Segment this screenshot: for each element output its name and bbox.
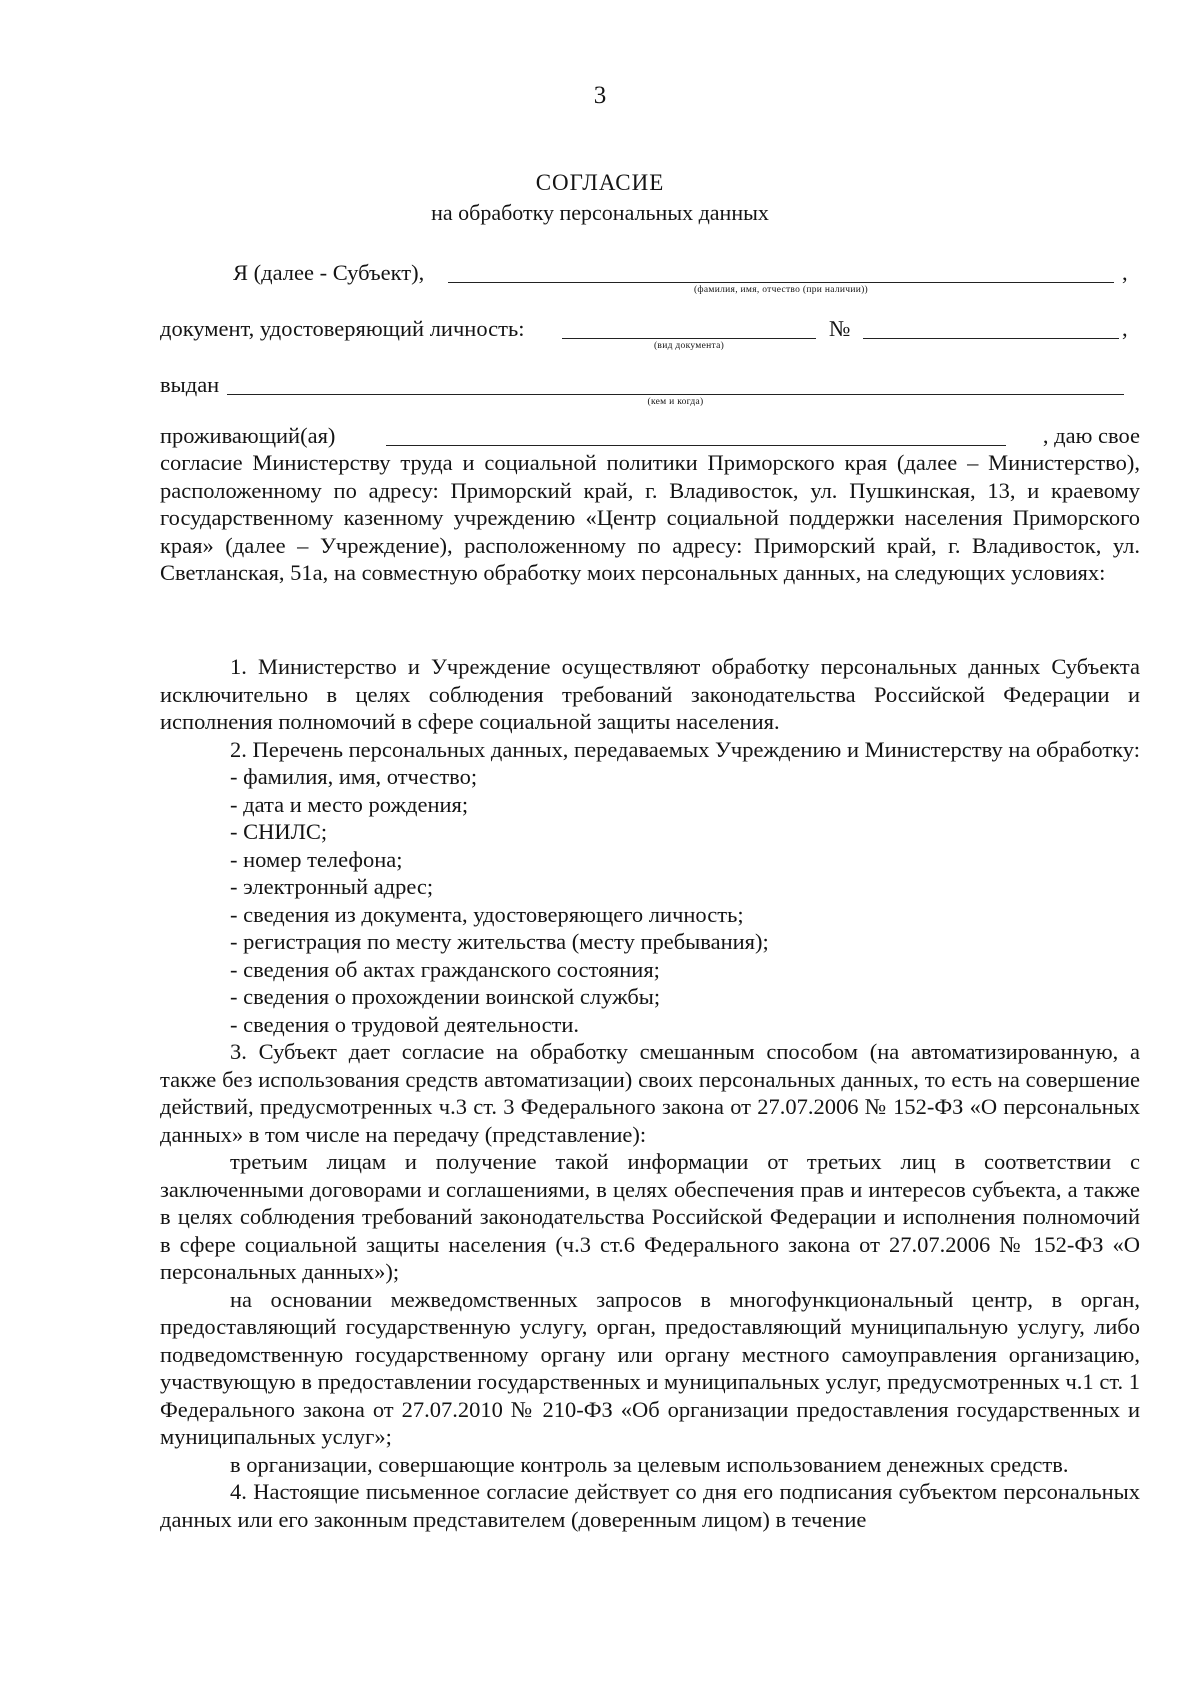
number-sign: №	[829, 316, 851, 341]
list-item: - сведения о трудовой деятельности.	[230, 1011, 580, 1037]
document-label: документ, удостоверяющий личность:	[160, 316, 525, 341]
intro-text: согласие Министерству труда и социальной политики Приморского края (далее – Министерство), расположенному по адресу: Приморский край, г. Владивосток, ул. Пушкинская, 13, и краевому государственному казенному учреждению «Центр социальной поддержки населения Приморского края» (далее – Учреждение), расположенному по адресу: Приморский край, г. Владивосток, ул. Светланская, 51а, на совместную обработку моих персональных данных, на следующих условиях:	[160, 450, 1140, 585]
clause-1: 1. Министерство и Учреждение осуществляют обработку персональных данных Субъекта исключительно в целях соблюдения требований законодательства Российской Федерации и исполнения полномочий в сфере социальной защиты населения.	[160, 654, 1140, 734]
subject-comma: ,	[1122, 260, 1128, 285]
list-item: - электронный адрес;	[230, 874, 434, 899]
list-item: - фамилия, имя, отчество;	[230, 764, 478, 789]
document-type-field[interactable]	[562, 337, 816, 339]
issued-by-field[interactable]	[227, 393, 1124, 395]
document-number-field[interactable]	[863, 337, 1119, 339]
clause-3-control-orgs: в организации, совершающие контроль за целевым использованием денежных средств.	[230, 1451, 1069, 1477]
subject-name-field[interactable]	[448, 281, 1114, 283]
document-comma: ,	[1122, 316, 1128, 341]
clauses	[160, 653, 1140, 1533]
document-line	[160, 316, 1140, 351]
clause-2: 2. Перечень персональных данных, передаваемых Учреждению и Министерству на обработку:	[230, 736, 1140, 762]
residing-tail: , даю свое	[1042, 423, 1140, 448]
issued-label: выдан	[160, 372, 220, 397]
page-number: 3	[593, 82, 607, 109]
subject-label: Я (далее - Субъект),	[233, 260, 425, 285]
clause-3: 3. Субъект дает согласие на обработку смешанным способом (на автоматизированную, а также без использования средств автоматизации) своих персональных данных, то есть на совершение действий, предусмотренных ч.3 ст. 3 Федерального закона от 27.07.2006 № 152-ФЗ «О персональных данных» в том числе на передачу (представление):	[160, 1039, 1140, 1147]
issued-hint: (кем и когда)	[647, 397, 704, 407]
list-item: - СНИЛС;	[230, 819, 328, 844]
clause-4: 4. Настоящие письменное согласие действует со дня его подписания субъектом персональных данных или его законным представителем (доверенным лицом) в течение	[160, 1479, 1140, 1532]
personal-data-list	[160, 763, 1140, 1038]
residing-address-field[interactable]	[386, 444, 1006, 446]
clause-3-third-parties: третьим лицам и получение такой информации от третьих лиц в соответствии с заключенными договорами и соглашениями, в целях обеспечения прав и интересов субъекта, а также в целях соблюдения требований законодательства Российской Федерации и исполнения полномочий в сфере социальной защиты населения (ч.3 ст.6 Федерального закона от 27.07.2006 № 152-ФЗ «О персональных данных»);	[160, 1149, 1140, 1284]
subject-line	[160, 260, 1140, 295]
list-item: - сведения из документа, удостоверяющего личность;	[230, 901, 744, 927]
subject-hint: (фамилия, имя, отчество (при наличии))	[693, 285, 869, 295]
list-item: - регистрация по месту жительства (месту пребывания);	[230, 929, 769, 954]
intro-paragraph	[160, 449, 1140, 587]
list-item: - дата и место рождения;	[230, 791, 469, 817]
document-type-hint: (вид документа)	[653, 341, 725, 351]
list-item: - номер телефона;	[230, 846, 403, 872]
document-subtitle: на обработку персональных данных	[431, 200, 769, 225]
residing-label: проживающий(ая)	[160, 423, 336, 448]
document-title: СОГЛАСИЕ	[535, 170, 665, 195]
issued-line	[160, 372, 1140, 407]
list-item: - сведения о прохождении воинской службы;	[230, 984, 661, 1009]
list-item: - сведения об актах гражданского состояния;	[230, 956, 660, 982]
clause-3-interagency: на основании межведомственных запросов в многофункциональный центр, в орган, предоставляющий государственную услугу, орган, предоставляющий муниципальную услугу, либо подведомственную государственному органу или органу местного самоуправления организацию, участвующую в предоставлении государственных и муниципальных услуг, предусмотренных ч.1 ст. 1 Федерального закона от 27.07.2010 № 210-ФЗ «Об организации предоставления государственных и муниципальных услуг»;	[160, 1286, 1140, 1449]
